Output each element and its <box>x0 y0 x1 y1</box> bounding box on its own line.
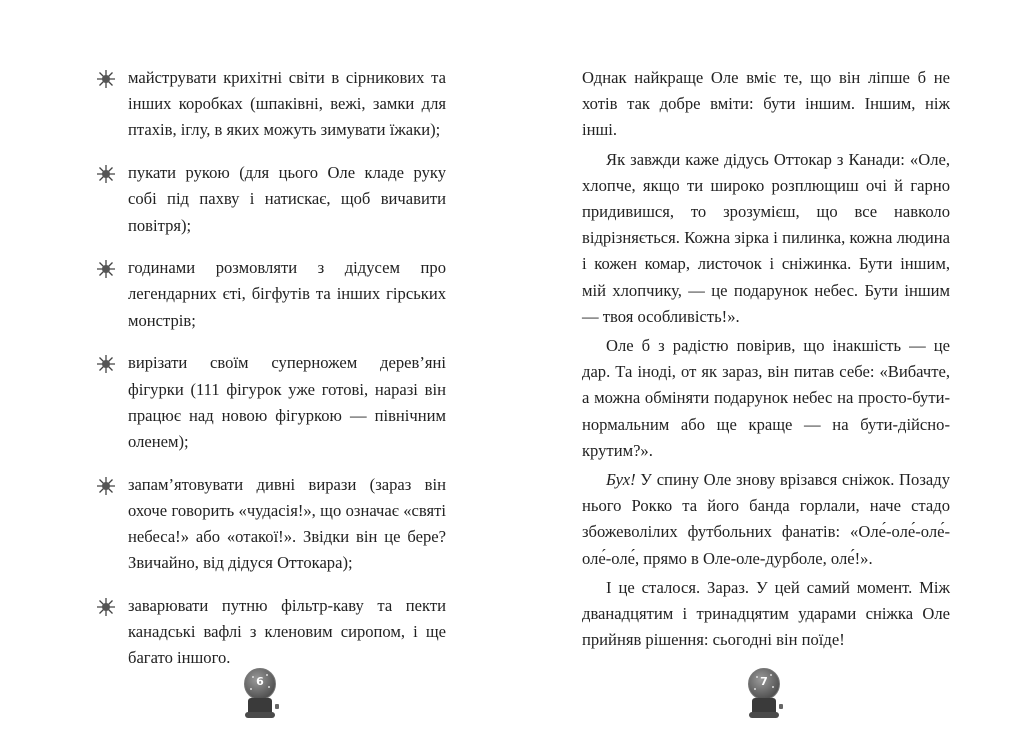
list-item <box>96 255 446 334</box>
snowflake-star-icon <box>96 597 116 617</box>
paragraph: Однак найкраще Оле вміє те, що він ліпше б не хотів так добре вміти: бути іншим. Іншим, ніж інші. <box>582 68 950 140</box>
story-text <box>582 65 950 653</box>
list-item-text: заварювати путню фільтр-каву та пекти канадські вафлі з кленовим сиропом, і ще багато іншого. <box>128 595 446 668</box>
snowflake-star-icon <box>96 476 116 496</box>
snowflake-star-icon <box>96 259 116 279</box>
list-item-text: пукати рукою (для цього Оле кладе руку собі під пахву і натискає, щоб вичавити повітря); <box>128 163 446 235</box>
paragraph: І це сталося. Зараз. У цей самий момент. Між дванадцятим і тринадцятим ударами сніжка Оле прийняв рішення: сьогодні він поїде! <box>582 577 950 650</box>
list-item <box>96 160 446 239</box>
list-item <box>96 593 446 672</box>
paragraph: Оле б з радістю повірив, що інакшість — це дар. Та іноді, от як зараз, він питав себе: «Вибачте, а можна обміняти подарунок небес на просто-бути-нормальним або ще краще — на бути-дійсно-крутим?». <box>582 336 950 460</box>
paragraph: Бух! У спину Оле знову врізався сніжок. Позаду нього Рокко та його банда горлали, наче стадо збожеволілих футбольних фанатів: «Оле́-оле́-оле́-оле́-оле́, прямо в Оле-оле-дурболе, оле́!». <box>582 470 950 568</box>
page-number: 6 <box>256 675 264 688</box>
page-number-6 <box>242 668 278 720</box>
right-page <box>512 0 1024 741</box>
list-item <box>96 65 446 144</box>
snowflake-star-icon <box>96 69 116 89</box>
paragraph: Як завжди каже дідусь Оттокар з Канади: «Оле, хлопче, якщо ти широко розплющиш очі й гарно придивишся, то зрозумієш, що все навколо відрізняється. Кожна зірка і пилинка, кожна людина і кожен комар, листочок і сніжинка. Бути іншим, мій хлопчику, — це подарунок небес. Бути іншим — твоя особливість!». <box>582 149 950 326</box>
list-item-text: годинами розмовляти з дідусем про легендарних єті, бігфутів та інших гірських монстрів; <box>128 258 446 330</box>
page-number-7 <box>746 668 782 720</box>
snowflake-star-icon <box>96 164 116 184</box>
emphasis: Бух! <box>606 470 636 490</box>
page-number: 7 <box>760 675 768 688</box>
list-item-text: майструвати крихітні світи в сірникових та інших коробках (шпаківні, вежі, замки для птахів, іглу, в яких можуть зимувати їжаки); <box>128 68 446 140</box>
list-item-text: запам’ятовувати дивні вирази (зараз він охоче говорить «чудасія!», що означає «святі небеса!» або «отакої!». Звідки він це бере? Звичайно, від дідуся Оттокара); <box>128 474 446 573</box>
list-item-text: вирізати своїм суперножем дерев’яні фігурки (111 фігурок уже готові, наразі він працює над новою фігуркою — північним оленем); <box>128 353 446 451</box>
list-item <box>96 350 446 455</box>
activity-list <box>96 65 446 688</box>
list-item <box>96 472 446 577</box>
snowflake-star-icon <box>96 354 116 374</box>
